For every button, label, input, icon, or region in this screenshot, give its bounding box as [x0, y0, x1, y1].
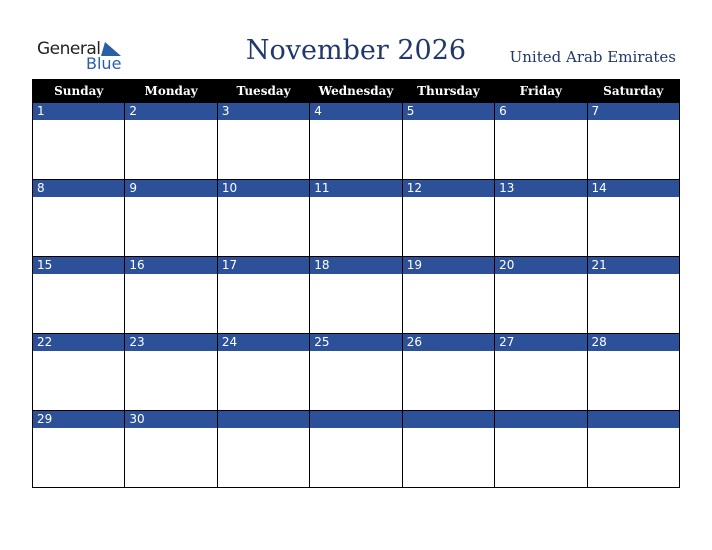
day-cell[interactable]	[310, 257, 402, 334]
day-cell[interactable]	[125, 334, 217, 411]
day-cell[interactable]	[495, 257, 587, 334]
logo-text-blue: Blue	[86, 54, 122, 73]
day-number: 2	[125, 103, 216, 120]
day-number: 3	[218, 103, 309, 120]
day-number: 25	[310, 334, 401, 351]
day-number: 26	[403, 334, 494, 351]
logo-text-general: General	[37, 39, 101, 59]
day-cell[interactable]	[33, 103, 125, 180]
day-cell[interactable]	[217, 257, 309, 334]
day-number: 10	[218, 180, 309, 197]
day-number: 6	[495, 103, 586, 120]
day-cell	[402, 411, 494, 488]
day-cell[interactable]	[33, 257, 125, 334]
day-number: 21	[588, 257, 679, 274]
day-cell[interactable]	[33, 334, 125, 411]
week-row	[33, 411, 680, 488]
day-number	[495, 411, 586, 428]
day-cell	[587, 411, 679, 488]
day-cell[interactable]	[587, 257, 679, 334]
day-number: 27	[495, 334, 586, 351]
day-number: 8	[33, 180, 124, 197]
day-cell[interactable]	[33, 180, 125, 257]
day-number: 11	[310, 180, 401, 197]
weekday-sunday: Sunday	[33, 80, 125, 103]
day-number: 29	[33, 411, 124, 428]
week-row	[33, 180, 680, 257]
day-number: 17	[218, 257, 309, 274]
day-cell[interactable]	[310, 334, 402, 411]
day-cell	[217, 411, 309, 488]
month-title: November 2026	[245, 35, 467, 66]
day-number	[218, 411, 309, 428]
day-cell[interactable]	[587, 334, 679, 411]
day-cell[interactable]	[310, 103, 402, 180]
weekday-header-row	[33, 80, 680, 103]
weekday-wednesday: Wednesday	[310, 80, 402, 103]
day-cell[interactable]	[402, 334, 494, 411]
day-cell[interactable]	[125, 103, 217, 180]
day-number: 28	[588, 334, 679, 351]
day-cell	[495, 411, 587, 488]
day-number: 20	[495, 257, 586, 274]
day-cell[interactable]	[402, 180, 494, 257]
day-number: 15	[33, 257, 124, 274]
day-number	[310, 411, 401, 428]
day-cell[interactable]	[125, 180, 217, 257]
week-row	[33, 103, 680, 180]
day-number: 18	[310, 257, 401, 274]
day-cell[interactable]	[495, 103, 587, 180]
day-cell[interactable]	[217, 180, 309, 257]
country-name: United Arab Emirates	[509, 48, 676, 66]
day-cell[interactable]	[125, 257, 217, 334]
calendar-grid	[32, 79, 680, 488]
day-number: 22	[33, 334, 124, 351]
weekday-tuesday: Tuesday	[217, 80, 309, 103]
weekday-monday: Monday	[125, 80, 217, 103]
day-cell[interactable]	[125, 411, 217, 488]
day-number	[588, 411, 679, 428]
weekday-thursday: Thursday	[402, 80, 494, 103]
day-number: 1	[33, 103, 124, 120]
day-number: 14	[588, 180, 679, 197]
day-cell	[310, 411, 402, 488]
weekday-friday: Friday	[495, 80, 587, 103]
day-number: 19	[403, 257, 494, 274]
day-cell[interactable]	[310, 180, 402, 257]
week-row	[33, 334, 680, 411]
day-cell[interactable]	[495, 180, 587, 257]
day-cell[interactable]	[402, 257, 494, 334]
day-number: 5	[403, 103, 494, 120]
day-cell[interactable]	[587, 103, 679, 180]
day-cell[interactable]	[587, 180, 679, 257]
day-number: 4	[310, 103, 401, 120]
day-number: 13	[495, 180, 586, 197]
weekday-saturday: Saturday	[587, 80, 679, 103]
day-number: 7	[588, 103, 679, 120]
day-number	[403, 411, 494, 428]
day-number: 16	[125, 257, 216, 274]
day-cell[interactable]	[217, 334, 309, 411]
day-cell[interactable]	[33, 411, 125, 488]
day-cell[interactable]	[402, 103, 494, 180]
day-number: 9	[125, 180, 216, 197]
day-cell[interactable]	[217, 103, 309, 180]
week-row	[33, 257, 680, 334]
day-number: 23	[125, 334, 216, 351]
day-number: 12	[403, 180, 494, 197]
day-number: 24	[218, 334, 309, 351]
day-cell[interactable]	[495, 334, 587, 411]
day-number: 30	[125, 411, 216, 428]
